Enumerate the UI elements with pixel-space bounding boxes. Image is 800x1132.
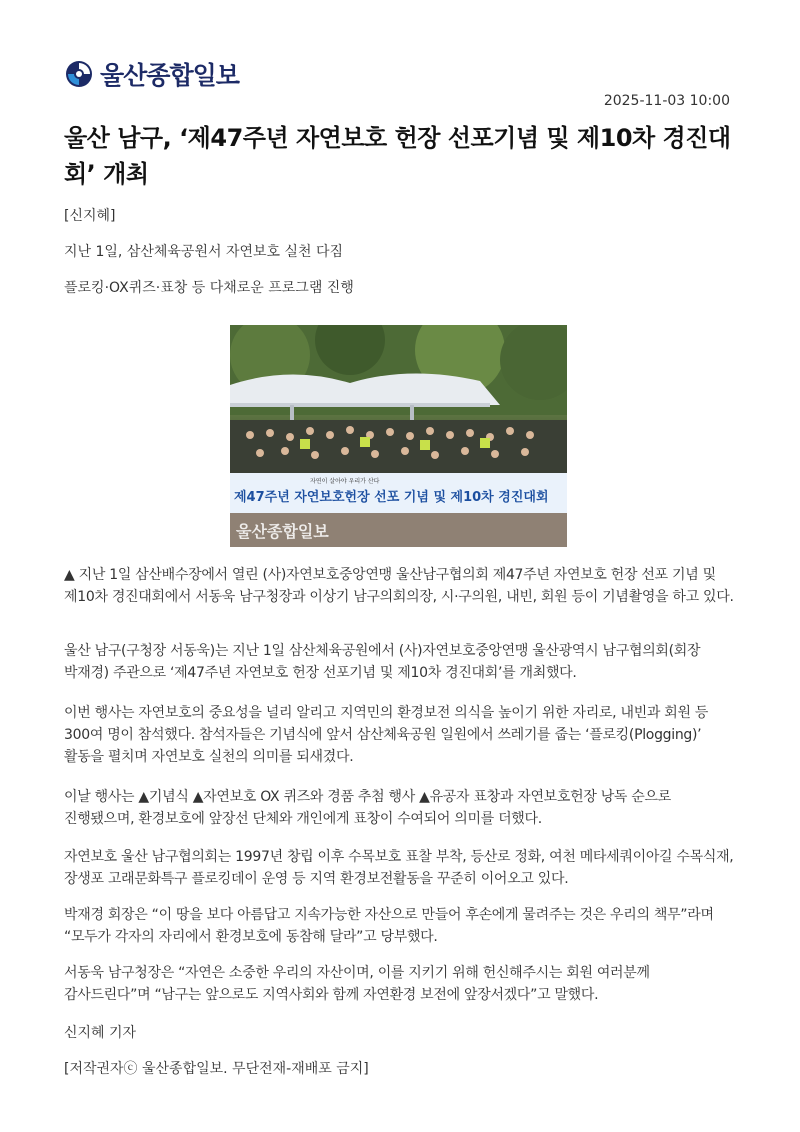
article-paragraph: 이번 행사는 자연보호의 중요성을 널리 알리고 지역민의 환경보전 의식을 높이기 위한 자리로, 내빈과 회원 등 300여 명이 참석했다. 참석자들은 기념식에 앞서 삼산체육공원 일원에서 쓰레기를 줍는 ‘플로킹(Plogging)’ 활동을 펼치며 자연보호 실천의 의미를 되새겼다. (64, 705, 709, 765)
photo-banner-small: 자연이 살아야 우리가 산다 (310, 478, 380, 485)
article-paragraph: 울산 남구(구청장 서동욱)는 지난 1일 삼산체육공원에서 (사)자연보호중앙연맹 울산광역시 남구협의회(회장 박재경) 주관으로 ‘제47주년 자연보호 헌장 선포기념 및 제10차 경진대회’를 개최했다. (64, 643, 701, 681)
article-title: 울산 남구, ‘제47주년 자연보호 헌장 선포기념 및 제10차 경진대회’ 개최 (64, 124, 731, 188)
article-copyright: [저작권자ⓒ 울산종합일보. 무단전재-재배포 금지] (64, 1061, 369, 1077)
article-reporter: 신지혜 기자 (64, 1025, 137, 1041)
article-paragraph: 박재경 회장은 “이 땅을 보다 아름답고 지속가능한 자산으로 만들어 후손에게 물려주는 것은 우리의 책무”라며 “모두가 각자의 자리에서 환경보호에 동참해 달라”고 당부했다. (64, 907, 714, 945)
article-subhead-2: 플로킹·OX퀴즈·표창 등 다채로운 프로그램 진행 (64, 280, 354, 296)
logo-swirl-icon (64, 59, 94, 89)
photo-banner-main: 제47주년 자연보호헌장 선포 기념 및 제10차 경진대회 (234, 490, 549, 505)
article-photo (230, 325, 567, 547)
article-paragraph: 자연보호 울산 남구협의회는 1997년 창립 이후 수목보호 표찰 부착, 등산로 정화, 여천 메타세쿼이아길 수목식재, 장생포 고래문화특구 플로킹데이 운영 등 지역 환경보전활동을 꾸준히 이어오고 있다. (64, 849, 734, 887)
article-paragraph: 서동욱 남구청장은 “자연은 소중한 우리의 자산이며, 이를 지키기 위해 헌신해주시는 회원 여러분께 감사드린다”며 “남구는 앞으로도 지역사회와 함께 자연환경 보전에 앞장서겠다”고 말했다. (64, 965, 650, 1003)
photo-watermark: 울산종합일보 (236, 522, 329, 541)
article-paragraph: 이날 행사는 ▲기념식 ▲자연보호 OX 퀴즈와 경품 추첨 행사 ▲유공자 표창과 자연보호헌장 낭독 순으로 진행됐으며, 환경보호에 앞장선 단체와 개인에게 표창이 수여되어 의미를 더했다. (64, 789, 671, 827)
article-date: 2025-11-03 10:00 (603, 93, 730, 109)
article-subhead-1: 지난 1일, 삼산체육공원서 자연보호 실천 다짐 (64, 244, 344, 260)
site-logo[interactable] (64, 56, 239, 92)
article-byline: [신지혜] (64, 208, 116, 224)
photo-caption: ▲ 지난 1일 삼산배수장에서 열린 (사)자연보호중앙연맹 울산남구협의회 제47주년 자연보호 헌장 선포 기념 및 제10차 경진대회에서 서동욱 남구청장과 이상기 남구의회의장, 시·구의원, 내빈, 회원 등이 기념촬영을 하고 있다. (64, 567, 734, 605)
logo-text: 울산종합일보 (100, 61, 239, 90)
